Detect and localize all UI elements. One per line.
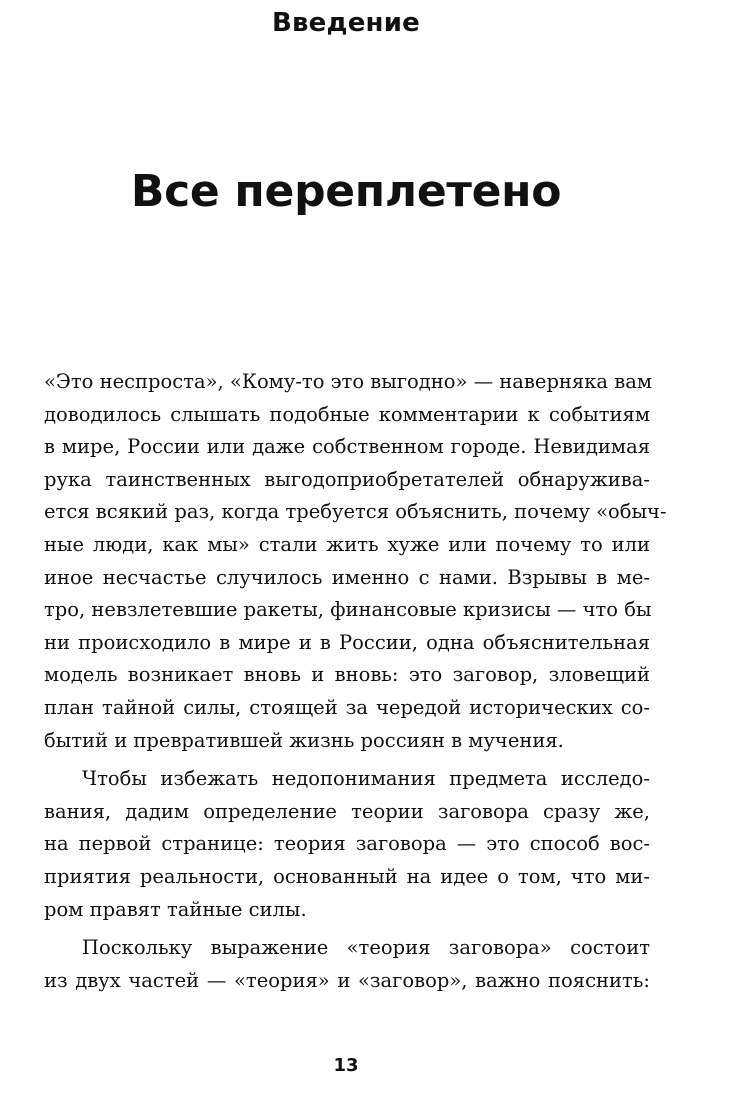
text-line: иное несчастье случилось именно с нами. Взрывы в ме-	[44, 565, 650, 589]
paragraph-1	[44, 366, 667, 757]
text-line: модель возникает вновь и вновь: это заговор, зловещий	[44, 663, 650, 687]
text-line: ром правят тайные силы.	[44, 897, 307, 921]
text-line: ные люди, как мы» стали жить хуже или почему то или	[44, 532, 650, 556]
text-line: в мире, России или даже собственном городе. Невидимая	[44, 435, 650, 459]
running-head: Введение	[272, 8, 420, 38]
text-line: на первой странице: теория заговора — это способ вос-	[44, 832, 650, 856]
paragraph-3	[44, 932, 650, 997]
text-line: из двух частей — «теория» и «заговор», важно пояснить:	[44, 968, 650, 992]
text-line: «Это неспроста», «Кому-то это выгодно» — наверняка вам	[44, 370, 653, 393]
text-line: бытий и превратившей жизнь россиян в мучения.	[44, 728, 564, 752]
text-line: приятия реальности, основанный на идее о том, что ми-	[44, 864, 650, 888]
paragraph-2	[44, 763, 650, 926]
text-line: Чтобы избежать недопонимания предмета исследо-	[82, 767, 650, 791]
text-line: Поскольку выражение «теория заговора» состоит	[82, 936, 650, 960]
text-line: ется всякий раз, когда требуется объяснить, почему «обыч-	[44, 500, 667, 524]
text-line: тро, невзлетевшие ракеты, финансовые кризисы — что бы	[44, 598, 652, 622]
body-text	[44, 366, 667, 997]
page-number: 13	[333, 1055, 359, 1076]
chapter-title: Все переплетено	[130, 166, 562, 217]
text-line: план тайной силы, стоящей за чередой исторических со-	[44, 695, 650, 719]
text-line: ни происходило в мире и в России, одна объяснительная	[44, 630, 650, 654]
text-line: доводилось слышать подобные комментарии к событиям	[44, 402, 650, 426]
text-line: вания, дадим определение теории заговора сразу же,	[44, 799, 650, 823]
text-line: рука таинственных выгодоприобретателей обнаружива-	[44, 467, 650, 491]
